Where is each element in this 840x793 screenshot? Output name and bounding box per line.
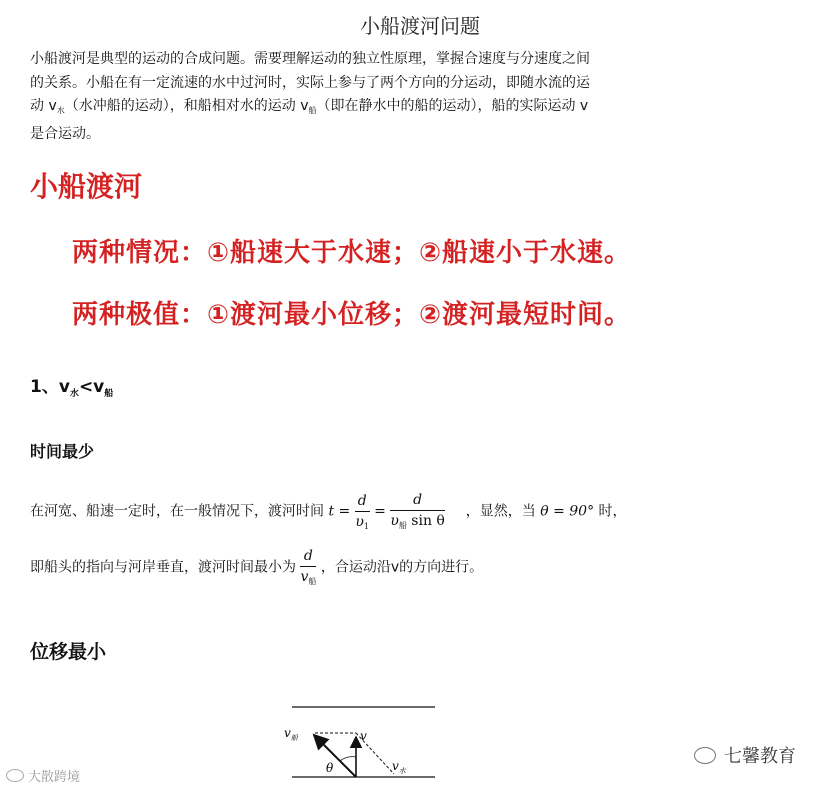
denominator bbox=[355, 512, 370, 531]
subscript: 船 bbox=[398, 521, 407, 530]
subscript-boat: 船 bbox=[104, 389, 114, 399]
displacement-min-heading: 位移最小 bbox=[30, 641, 107, 663]
fraction-d-over-v1 bbox=[355, 493, 370, 531]
theta-arc bbox=[340, 757, 356, 761]
text: ，显然，当 bbox=[465, 503, 536, 520]
text: sin θ bbox=[406, 513, 445, 529]
subscript-boat: 船 bbox=[308, 106, 317, 115]
intro-paragraph bbox=[30, 48, 702, 146]
intro-line-3 bbox=[30, 95, 702, 123]
text: 动 v bbox=[30, 98, 57, 114]
two-cases-line: 两种情况：①船速大于水速；②船速小于水速。 bbox=[72, 238, 632, 268]
fraction-d-over-vboat bbox=[300, 548, 316, 587]
time-paragraph-line-1 bbox=[30, 492, 627, 531]
denominator bbox=[390, 511, 445, 531]
text: 时， bbox=[598, 503, 627, 520]
theta-label: θ bbox=[326, 761, 334, 775]
numerator: d bbox=[355, 493, 370, 512]
text: 在河宽、船速一定时，在一般情况下，渡河时间 bbox=[30, 503, 324, 520]
two-extremes-line: 两种极值：①渡河最小位移；②渡河最短时间。 bbox=[72, 300, 632, 330]
subscript-water: 水 bbox=[69, 389, 79, 399]
numerator: d bbox=[300, 548, 316, 567]
text: （即在静水中的船的运动），船的实际运动 v bbox=[316, 98, 589, 114]
text: <v bbox=[78, 377, 105, 397]
page-title: 小船渡河问题 bbox=[360, 14, 480, 38]
formula-t: t = bbox=[328, 503, 351, 520]
v-water-label: $v_水$ bbox=[392, 759, 406, 775]
subscript: 1 bbox=[363, 521, 369, 531]
text: 即船头的指向与河岸垂直，渡河时间最小为 bbox=[30, 559, 296, 576]
intro-line-2: 的关系。小船在有一定流速的水中过河时，实际上参与了两个方向的分运动，即随水流的运 bbox=[30, 74, 590, 91]
fraction-d-over-vboat-sin bbox=[390, 492, 445, 531]
section-1-heading bbox=[30, 372, 113, 399]
watermark-left-text: 大散跨境 bbox=[28, 770, 81, 785]
velocity-diagram bbox=[270, 700, 470, 793]
v-label: v bbox=[360, 729, 367, 743]
denominator bbox=[300, 567, 316, 587]
time-min-heading: 时间最少 bbox=[30, 442, 95, 461]
boat-velocity-arrow bbox=[314, 735, 356, 777]
intro-line-1: 小船渡河是典型的运动的合成问题。需要理解运动的独立性原理，掌握合速度与分速度之间 bbox=[30, 51, 590, 67]
subscript-water: 水 bbox=[56, 106, 65, 115]
time-paragraph-line-2 bbox=[30, 548, 483, 587]
text: ，合运动沿v的方向进行。 bbox=[320, 559, 484, 576]
text: υ bbox=[355, 513, 364, 530]
watermark-left bbox=[6, 766, 80, 785]
numerator: d bbox=[390, 492, 445, 511]
formula-theta: θ = 90° bbox=[540, 503, 595, 520]
text: （水冲船的运动），和船相对水的运动 v bbox=[64, 98, 309, 114]
intro-line-4: 是合运动。 bbox=[30, 125, 100, 142]
red-heading: 小船渡河 bbox=[30, 170, 143, 203]
equals-sign: = bbox=[374, 503, 386, 520]
v-boat-label: $v_船$ bbox=[284, 726, 298, 742]
watermark-right-text: 七馨教育 bbox=[724, 746, 796, 767]
text: v bbox=[300, 569, 309, 585]
text: 1、v bbox=[30, 377, 70, 397]
wechat-logo-icon bbox=[694, 747, 716, 764]
text: υ bbox=[390, 513, 399, 529]
watermark-right bbox=[694, 742, 796, 768]
subscript: 船 bbox=[308, 577, 317, 586]
watermark-logo-icon bbox=[6, 769, 24, 782]
